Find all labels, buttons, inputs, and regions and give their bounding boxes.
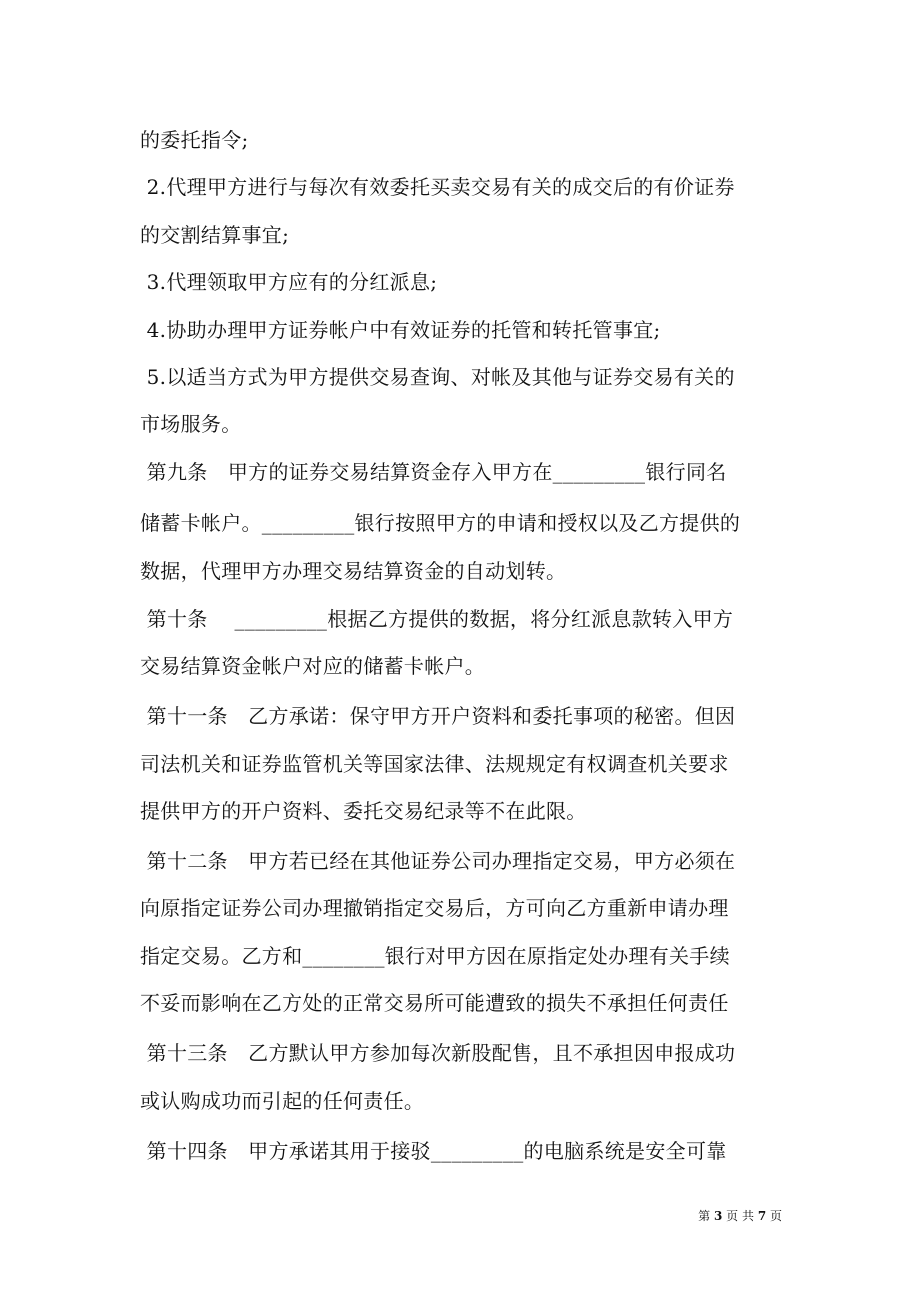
text-line: 向原指定证券公司办理撤销指定交易后，方可向乙方重新申请办理 [140, 896, 729, 920]
footer-suffix: 页 [766, 1209, 782, 1223]
footer-prefix: 第 [698, 1209, 714, 1223]
text-line: 3.代理领取甲方应有的分红派息; [140, 270, 438, 294]
text-line: 提供甲方的开户资料、委托交易纪录等不在此限。 [140, 799, 587, 823]
footer-middle: 页 共 [722, 1209, 758, 1223]
current-page-number: 3 [714, 1209, 723, 1223]
text-line: 的委托指令; [140, 128, 249, 152]
text-line: 第十一条 乙方承诺：保守甲方开户资料和委托事项的秘密。但因 [140, 704, 736, 728]
text-line: 交易结算资金帐户对应的储蓄卡帐户。 [140, 654, 486, 678]
text-line: 第十二条 甲方若已经在其他证券公司办理指定交易，甲方必须在 [140, 849, 736, 873]
text-line: 第十三条 乙方默认甲方参加每次新股配售，且不承担因申报成功 [140, 1041, 736, 1065]
text-line: 司法机关和证券监管机关等国家法律、法规规定有权调查机关要求 [140, 752, 729, 776]
text-line: 第九条 甲方的证券交易结算资金存入甲方在_________银行同名 [140, 460, 727, 484]
text-line: 的交割结算事宜; [140, 223, 290, 247]
text-line: 指定交易。乙方和________银行对甲方因在原指定处办理有关手续 [140, 944, 730, 968]
text-line: 5.以适当方式为甲方提供交易查询、对帐及其他与证券交易有关的 [140, 365, 735, 389]
text-line: 4.协助办理甲方证券帐户中有效证券的托管和转托管事宜; [140, 318, 661, 342]
text-line: 数据，代理甲方办理交易结算资金的自动划转。 [140, 559, 567, 583]
text-line: 储蓄卡帐户。_________银行按照甲方的申请和授权以及乙方提供的 [140, 511, 741, 535]
text-line: 不妥而影响在乙方处的正常交易所可能遭致的损失不承担任何责任 [140, 991, 729, 1015]
text-line: 第十四条 甲方承诺其用于接驳_________的电脑系统是安全可靠 [140, 1139, 727, 1163]
text-line: 2.代理甲方进行与每次有效委托买卖交易有关的成交后的有价证券 [140, 175, 735, 199]
total-page-count: 7 [757, 1209, 767, 1223]
text-line: 市场服务。 [140, 412, 242, 436]
text-line: 或认购成功而引起的任何责任。 [140, 1089, 425, 1113]
page-number-footer [698, 1208, 782, 1224]
text-line: 第十条 _________根据乙方提供的数据，将分红派息款转入甲方 [140, 607, 734, 631]
